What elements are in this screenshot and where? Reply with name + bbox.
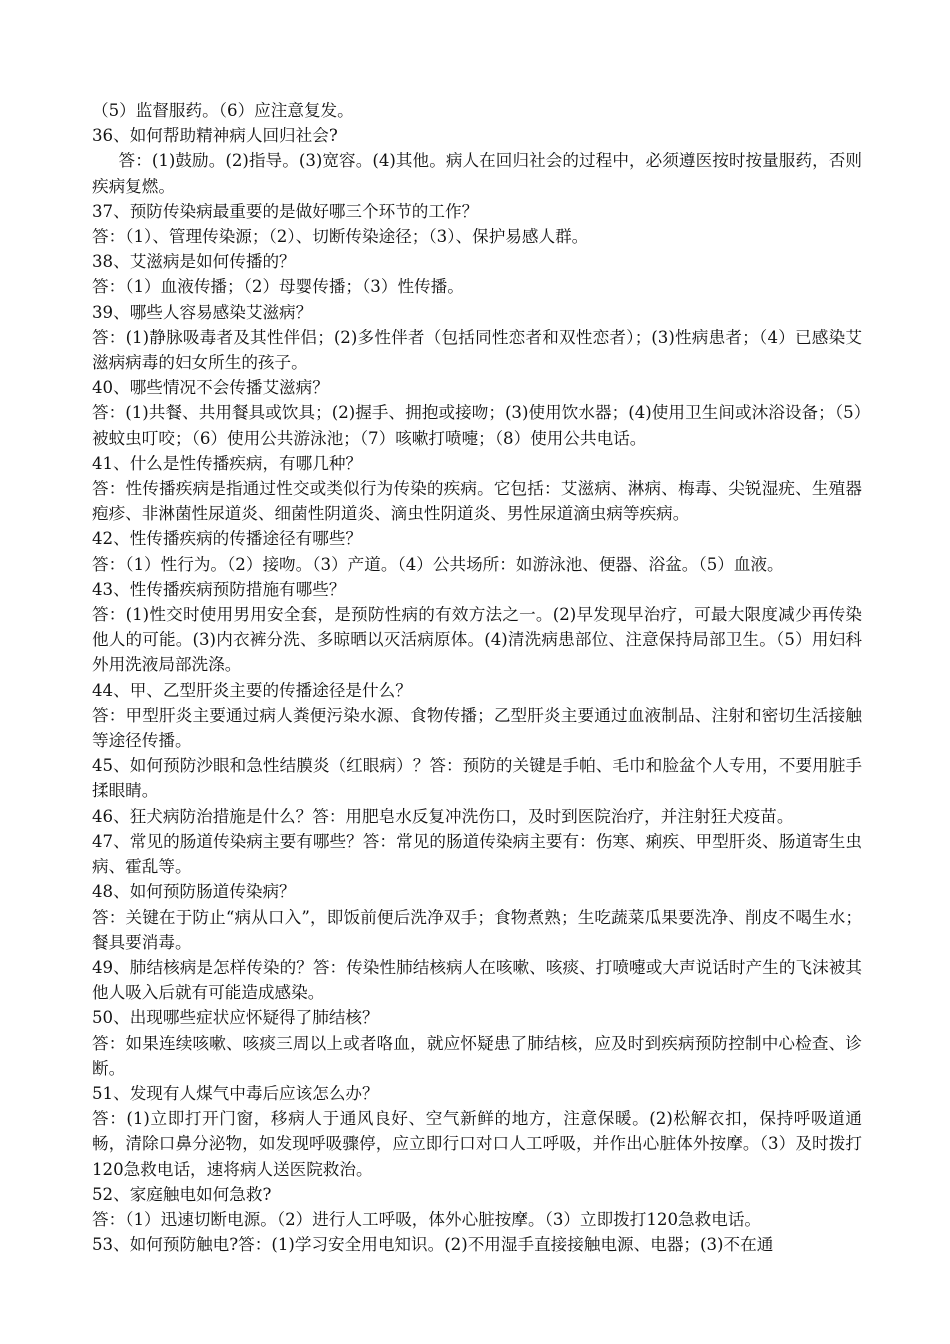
question: 51、发现有人煤气中毒后应该怎么办？ bbox=[92, 1083, 379, 1103]
question: 50、出现哪些症状应怀疑得了肺结核？ bbox=[92, 1008, 379, 1028]
answer: 答：(1)共餐、共用餐具或饮具；(2)握手、拥抱或接吻；(3)使用饮水器；(4)使用卫生间或沐浴设备；（5）被蚊虫叮咬；（6）使用公共游泳池；（7）咳嗽打喷嚏；（8）使用公共电话。 bbox=[92, 403, 862, 448]
question: 38、艾滋病是如何传播的？ bbox=[92, 252, 296, 272]
answer: 答：(1)鼓励。(2)指导。(3)宽容。(4)其他。病人在回归社会的过程中，必须遵医按时按量服药，否则疾病复燃。 bbox=[92, 151, 862, 196]
answer: 答：(1)静脉吸毒者及其性伴侣；(2)多性伴者（包括同性恋者和双性恋者）；(3)性病患者；（4）已感染艾滋病病毒的妇女所生的孩子。 bbox=[92, 327, 862, 373]
question: 39、哪些人容易感染艾滋病？ bbox=[92, 302, 313, 322]
answer: 答：（1）迅速切断电源。（2）进行人工呼吸，体外心脏按摩。（3）立即拨打120急救电话。 bbox=[92, 1209, 762, 1229]
answer: 答：（1）、管理传染源；（2）、切断传染途径；（3）、保护易感人群。 bbox=[92, 227, 589, 247]
answer: 答：(1)性交时使用男用安全套，是预防性病的有效方法之一。(2)早发现早治疗，可最大限度减少再传染他人的可能。(3)内衣裤分洗、多晾晒以灭活病原体。(4)清洗病患部位、注意保持局部卫生。（5）用妇科外用洗液局部洗涤。 bbox=[92, 605, 862, 675]
question: 41、什么是性传播疾病，有哪几种？ bbox=[92, 453, 363, 473]
answer: 答：甲型肝炎主要通过病人粪便污染水源、食物传播；乙型肝炎主要通过血液制品、注射和密切生活接触等途径传播。 bbox=[92, 705, 862, 751]
question: 52、家庭触电如何急救? bbox=[92, 1184, 272, 1204]
document-page bbox=[92, 98, 862, 1257]
question: 48、如何预防肠道传染病？ bbox=[92, 882, 296, 902]
answer: 答：（1）血液传播；（2）母婴传播；（3）性传播。 bbox=[92, 277, 464, 297]
qa-paragraph: 45、如何预防沙眼和急性结膜炎（红眼病）？答：预防的关键是手帕、毛巾和脸盆个人专用，不要用脏手揉眼睛。 bbox=[92, 756, 862, 801]
qa-paragraph: 53、如何预防触电?答：(1)学习安全用电知识。(2)不用湿手直接接触电源、电器；(3)不在通 bbox=[92, 1235, 774, 1255]
question: 40、哪些情况不会传播艾滋病？ bbox=[92, 378, 329, 398]
question: 42、性传播疾病的传播途径有哪些？ bbox=[92, 529, 363, 549]
qa-paragraph: 47、常见的肠道传染病主要有哪些？答：常见的肠道传染病主要有：伤寒、痢疾、甲型肝炎、肠道寄生虫病、霍乱等。 bbox=[92, 831, 862, 877]
question: 44、甲、乙型肝炎主要的传播途径是什么？ bbox=[92, 680, 412, 700]
answer: 答：（1）性行为。（2）接吻。（3）产道。（4）公共场所：如游泳池、便器、浴盆。（5）血液。 bbox=[92, 554, 784, 574]
answer: 答：关键在于防止“病从口入”，即饭前便后洗净双手；食物煮熟；生吃蔬菜瓜果要洗净、削皮不喝生水；餐具要消毒。 bbox=[92, 907, 862, 952]
answer: 答：(1)立即打开门窗，移病人于通风良好、空气新鲜的地方，注意保暖。(2)松解衣扣，保持呼吸道通畅，清除口鼻分泌物，如发现呼吸骤停，应立即行口对口人工呼吸，并作出心脏体外按摩。（3）及时拨打120急救电话，速将病人送医院救治。 bbox=[92, 1109, 862, 1179]
question: 43、性传播疾病预防措施有哪些？ bbox=[92, 579, 346, 599]
answer: 答：性传播疾病是指通过性交或类似行为传染的疾病。它包括：艾滋病、淋病、梅毒、尖锐湿疣、生殖器疱疹、非淋菌性尿道炎、细菌性阴道炎、滴虫性阴道炎、男性尿道滴虫病等疾病。 bbox=[92, 479, 862, 524]
answer: 答：如果连续咳嗽、咳痰三周以上或者咯血，就应怀疑患了肺结核，应及时到疾病预防控制中心检查、诊断。 bbox=[92, 1033, 862, 1078]
question: 37、预防传染病最重要的是做好哪三个环节的工作？ bbox=[92, 201, 479, 221]
question: 36、如何帮助精神病人回归社会? bbox=[92, 126, 338, 146]
qa-paragraph: 49、肺结核病是怎样传染的？答：传染性肺结核病人在咳嗽、咳痰、打喷嚏或大声说话时产生的飞沫被其他人吸入后就有可能造成感染。 bbox=[92, 957, 862, 1003]
qa-paragraph: 46、狂犬病防治措施是什么？答：用肥皂水反复冲洗伤口，及时到医院治疗，并注射狂犬疫苗。 bbox=[92, 806, 794, 826]
paragraph: （5）监督服药。（6）应注意复发。 bbox=[92, 101, 354, 120]
